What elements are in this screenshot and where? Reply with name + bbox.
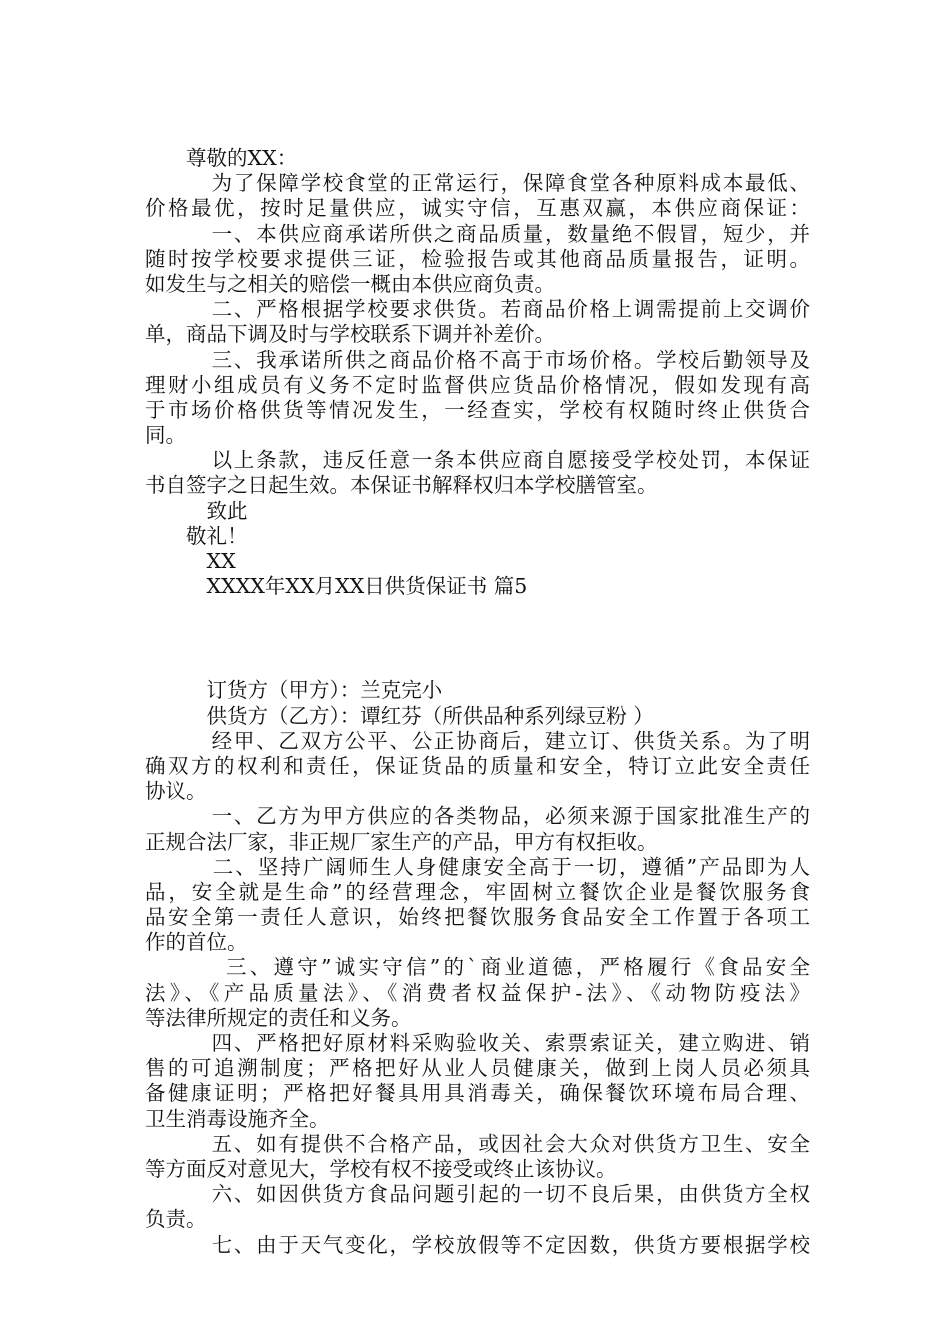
paragraph-line: 协议。 — [145, 779, 207, 804]
paragraph-line: 为了保障学校食堂的正常运行，保障食堂各种原料成本最低、 — [145, 171, 810, 196]
paragraph-line: 备健康证明；严格把好餐具用具消毒关，确保餐饮环境布局合理、 — [145, 1081, 810, 1106]
paragraph-line: 二、坚持广阔师生人身健康安全高于一切，遵循”产品即为人 — [145, 854, 810, 879]
paragraph-line: 确双方的权利和责任，保证货品的质量和安全，特订立此安全责任 — [145, 753, 810, 778]
paragraph-line: 品安全第一责任人意识，始终把餐饮服务食品安全工作置于各项工 — [145, 905, 810, 930]
paragraph-line: 随时按学校要求提供三证，检验报告或其他商品质量报告，证明。 — [145, 246, 810, 271]
paragraph-line: 等法律所规定的责任和义务。 — [145, 1005, 412, 1030]
signature-line: XX — [145, 549, 236, 573]
paragraph-line: 书自签字之日起生效。本保证书解释权归本学校膳管室。 — [145, 473, 658, 498]
document-body — [145, 146, 810, 1258]
closing-line: 致此 — [145, 498, 248, 523]
salutation: 尊敬的XX： — [145, 146, 298, 170]
paragraph-line: 作的首位。 — [145, 930, 248, 955]
paragraph-line: 一、本供应商承诺所供之商品质量，数量绝不假冒，短少，并 — [145, 221, 810, 246]
paragraph-line: 三、我承诺所供之商品价格不高于市场价格。学校后勤领导及 — [145, 347, 810, 372]
paragraph-line: 以上条款，违反任意一条本供应商自愿接受学校处罚，本保证 — [145, 448, 810, 473]
paragraph-line: 等方面反对意见大，学校有权不接受或终止该协议。 — [145, 1156, 617, 1181]
paragraph-line: 于市场价格供货等情况发生，一经查实，学校有权随时终止供货合 — [145, 397, 810, 422]
date-title-line: XXXX年XX月XX日供货保证书 篇5 — [145, 574, 528, 599]
blank-gap — [145, 599, 810, 678]
paragraph-line: 二、严格根据学校要求供货。若商品价格上调需提前上交调价 — [145, 297, 810, 322]
paragraph-line: 正规合法厂家，非正规厂家生产的产品，甲方有权拒收。 — [145, 829, 658, 854]
paragraph-line: 售的可追溯制度；严格把好从业人员健康关，做到上岗人员必须具 — [145, 1056, 810, 1081]
paragraph-line: 经甲、乙双方公平、公正协商后，建立订、供货关系。为了明 — [145, 728, 810, 753]
paragraph-line: 卫生消毒设施齐全。 — [145, 1106, 330, 1131]
paragraph-line: 品，安全就是生命”的经营理念，牢固树立餐饮企业是餐饮服务食 — [145, 879, 810, 904]
paragraph-line: 一、乙方为甲方供应的各类物品，必须来源于国家批准生产的 — [145, 804, 810, 829]
paragraph-line: 理财小组成员有义务不定时监督供应货品价格情况，假如发现有高 — [145, 372, 810, 397]
paragraph-line: 法》、《产品质量法》、《消费者权益保护-法》、《动物防疫法》 — [145, 980, 810, 1005]
paragraph-line: 如发生与之相关的赔偿一概由本供应商负责。 — [145, 271, 555, 296]
paragraph-line: 单，商品下调及时与学校联系下调并补差价。 — [145, 322, 555, 347]
buyer-line: 订货方（甲方）：兰克完小 — [145, 678, 443, 703]
paragraph-line: 六、如因供货方食品问题引起的一切不良后果，由供货方全权 — [145, 1182, 810, 1207]
paragraph-line: 负责。 — [145, 1207, 207, 1232]
closing-line: 敬礼！ — [145, 523, 248, 548]
paragraph-line: 价格最优，按时足量供应，诚实守信，互惠双赢，本供应商保证： — [145, 196, 810, 221]
supplier-line: 供货方（乙方）：谭红芬（所供品种系列绿豆粉 ） — [145, 703, 654, 728]
paragraph-line: 四、严格把好原材料采购验收关、索票索证关，建立购进、销 — [145, 1031, 810, 1055]
paragraph-line: 五、如有提供不合格产品，或因社会大众对供货方卫生、安全 — [145, 1131, 810, 1156]
paragraph-line: 七、由于天气变化，学校放假等不定因数，供货方要根据学校 — [145, 1232, 810, 1257]
paragraph-line: 同。 — [145, 423, 186, 448]
paragraph-line: 三、遵守”诚实守信”的`商业道德，严格履行《食品安全 — [145, 955, 810, 980]
